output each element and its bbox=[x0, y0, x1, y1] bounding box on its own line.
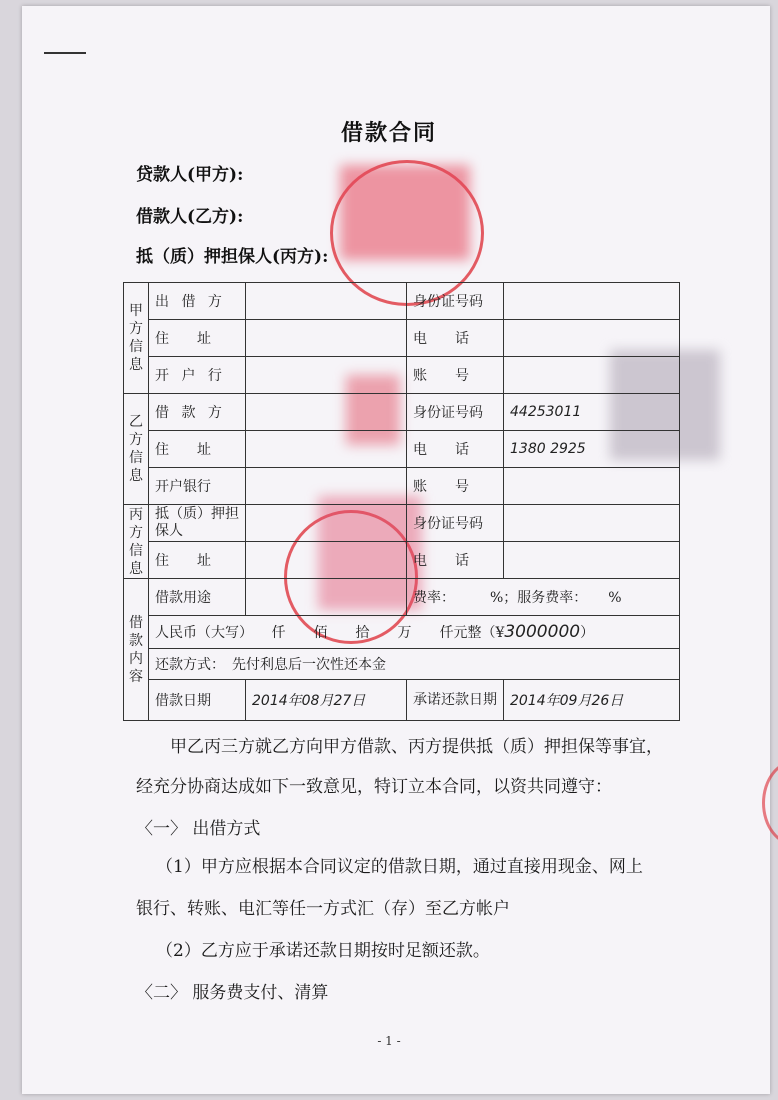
purpose-label: 借款用途 bbox=[149, 579, 246, 616]
phone-value-a bbox=[504, 320, 680, 357]
account-label-a: 账 号 bbox=[407, 357, 504, 394]
corner-mark bbox=[44, 52, 86, 54]
borrower-value bbox=[246, 394, 407, 431]
clause-2: （2）乙方应于承诺还款日期按时足额还款。 bbox=[156, 941, 490, 961]
lender-field-label: 出 借 方 bbox=[149, 283, 246, 320]
account-value-b bbox=[504, 468, 680, 505]
phone-value-c bbox=[504, 542, 680, 579]
lender-label: 贷款人(甲方): bbox=[136, 165, 244, 185]
guarantor-field-label: 抵（质）押担保人 bbox=[149, 505, 246, 542]
intro-line-1: 甲乙丙三方就乙方向甲方借款、丙方提供抵（质）押担保等事宜， bbox=[170, 737, 663, 757]
phone-label-b: 电 话 bbox=[407, 431, 504, 468]
contract-title: 借款合同 bbox=[340, 120, 437, 146]
bank-label-b: 开户银行 bbox=[149, 468, 246, 505]
guarantor-label: 抵（质）押担保人(丙方): bbox=[136, 247, 329, 267]
rmb-label: 人民币（大写） bbox=[155, 625, 253, 641]
lender-value bbox=[246, 283, 407, 320]
section-heading-2: 〈二〉 服务费支付、清算 bbox=[136, 983, 329, 1003]
address-label-b: 住 址 bbox=[149, 431, 246, 468]
phone-label-a: 电 话 bbox=[407, 320, 504, 357]
promise-date-value: 2014年09月26日 bbox=[504, 680, 680, 721]
purpose-value bbox=[246, 579, 407, 616]
amount-figure: 3000000 bbox=[504, 622, 581, 642]
address-label-c: 住 址 bbox=[149, 542, 246, 579]
address-value-b bbox=[246, 431, 407, 468]
section-c: 丙方信息 bbox=[124, 505, 149, 579]
bank-label-a: 开 户 行 bbox=[149, 357, 246, 394]
promise-date-label: 承诺还款日期 bbox=[407, 680, 504, 721]
id-value-c bbox=[504, 505, 680, 542]
section-heading-1: 〈一〉 出借方式 bbox=[136, 819, 261, 839]
id-label-b: 身份证号码 bbox=[407, 394, 504, 431]
borrower-phone-value: 1380 2925 bbox=[504, 431, 680, 468]
borrower-label: 借款人(乙方): bbox=[136, 207, 244, 227]
loan-date-value: 2014年08月27日 bbox=[246, 680, 407, 721]
clause-1-line-1: （1）甲方应根据本合同议定的借款日期，通过直接用现金、网上 bbox=[156, 857, 643, 877]
amount-row: 人民币（大写） 仟 佰 拾 万 仟元整（¥3000000） bbox=[149, 616, 680, 649]
guarantor-value bbox=[246, 505, 407, 542]
id-value-a bbox=[504, 283, 680, 320]
phone-label-c: 电 话 bbox=[407, 542, 504, 579]
rmb-units: 仟 佰 拾 万 仟元整（¥ bbox=[271, 625, 505, 641]
loan-date-label: 借款日期 bbox=[149, 680, 246, 721]
section-d: 借款内容 bbox=[124, 579, 149, 721]
borrower-field-label: 借 款 方 bbox=[149, 394, 246, 431]
account-value-a bbox=[504, 357, 680, 394]
section-b: 乙方信息 bbox=[124, 394, 149, 505]
borrower-id-value: 44253011 bbox=[504, 394, 680, 431]
rate-label: 费率： %；服务费率： % bbox=[407, 579, 680, 616]
intro-line-2: 经充分协商达成如下一致意见，特订立本合同，以资共同遵守： bbox=[136, 777, 612, 797]
repay-method: 还款方式： 先付利息后一次性还本金 bbox=[149, 649, 680, 680]
bank-value-a bbox=[246, 357, 407, 394]
address-label-a: 住 址 bbox=[149, 320, 246, 357]
section-a: 甲方信息 bbox=[124, 283, 149, 394]
page-number: - 1 - bbox=[377, 1034, 401, 1048]
redaction-top bbox=[340, 165, 470, 260]
address-value-a bbox=[246, 320, 407, 357]
info-table bbox=[123, 282, 680, 721]
account-label-b: 账 号 bbox=[407, 468, 504, 505]
id-label-c: 身份证号码 bbox=[407, 505, 504, 542]
id-label-a: 身份证号码 bbox=[407, 283, 504, 320]
address-value-c bbox=[246, 542, 407, 579]
bank-value-b bbox=[246, 468, 407, 505]
clause-1-line-2: 银行、转账、电汇等任一方式汇（存）至乙方帐户 bbox=[136, 899, 510, 919]
